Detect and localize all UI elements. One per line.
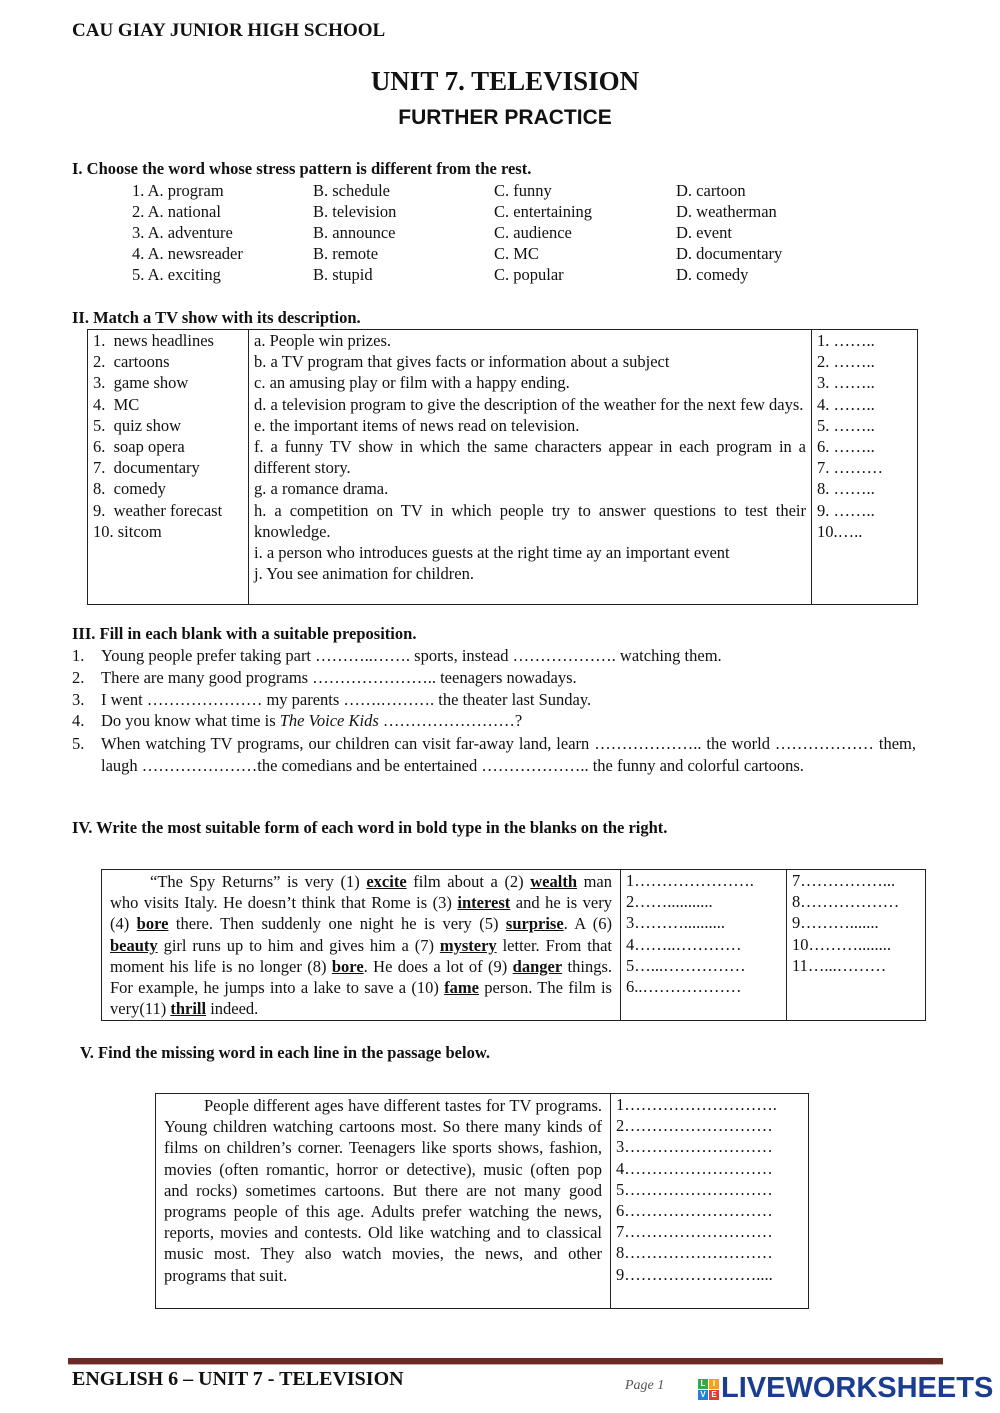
answer-blank: 1………………………. — [616, 1095, 777, 1114]
tv-show: 7. documentary — [93, 458, 200, 478]
answer-blank: 7……………………… — [616, 1222, 773, 1242]
item-title: The Voice Kids — [279, 711, 379, 730]
passage-text: and he is very (4) — [110, 893, 612, 934]
matching-table — [87, 329, 918, 605]
description: a. People win prizes. — [254, 331, 392, 350]
item-text — [101, 733, 916, 776]
item-text-start: Young people prefer taking part ………..……. sports, instead ………………. watching them. — [101, 646, 722, 665]
option: 3. A. adventure — [132, 223, 233, 242]
descriptions-column — [249, 330, 812, 605]
option: 2. A. national — [132, 202, 221, 221]
option: C. MC — [494, 244, 539, 263]
tv-show: 10. sitcom — [93, 521, 162, 541]
tv-show: 2. cartoons — [93, 352, 170, 372]
passage-text: person. The film is very(11) — [110, 978, 612, 1019]
footer-rule — [68, 1358, 943, 1365]
description: d. a television program to give the description of the weather for the next few days. — [254, 394, 804, 414]
answer-blank: 9…………………….... — [616, 1264, 773, 1284]
tv-show: 8. comedy — [93, 479, 166, 499]
answer-blank: 11…...……… — [792, 955, 887, 975]
passage-text: things. For example, he jumps into a lake to save a (10) — [110, 956, 613, 998]
bold-word: beauty — [110, 935, 158, 955]
item-text — [101, 645, 916, 667]
answers-column — [611, 1094, 809, 1309]
answer-blank: 4……..………… — [626, 934, 742, 954]
logo-icon: L I V E — [698, 1379, 719, 1400]
word-form-table — [101, 869, 926, 1021]
answer-blank: 2……........... — [626, 892, 713, 912]
bold-word: excite — [366, 872, 407, 891]
item-text — [101, 710, 916, 732]
option: D. cartoon — [676, 181, 746, 200]
description: e. the important items of news read on television. — [254, 415, 580, 435]
question-row — [0, 264, 1000, 285]
answer-blank: 10.….. — [817, 521, 863, 541]
answer-blank: 4. …….. — [817, 394, 875, 414]
tv-show: 5. quiz show — [93, 415, 181, 435]
option: D. documentary — [676, 244, 783, 263]
passage-text: . He does a lot of (9) — [363, 956, 513, 976]
item-text — [101, 689, 916, 711]
item-text — [101, 667, 916, 689]
description: j. You see animation for children. — [254, 564, 474, 584]
description: f. a funny TV show in which the same characters appear in each program in a different story. — [254, 437, 806, 478]
option: B. announce — [313, 223, 396, 242]
subtitle: FURTHER PRACTICE — [398, 106, 612, 129]
description: c. an amusing play or film with a happy ending. — [254, 373, 570, 393]
answer-blank: 2. …….. — [817, 352, 875, 372]
item-number: 5. — [72, 734, 85, 753]
question-row — [0, 201, 1000, 222]
answer-blank: 8……………… — [792, 892, 900, 912]
liveworksheets-logo — [698, 1372, 993, 1405]
answer-blank: 8……………………… — [616, 1243, 773, 1263]
section-5-heading: V. Find the missing word in each line in the passage below. — [80, 1043, 490, 1062]
option: C. popular — [494, 265, 564, 284]
option: C. funny — [494, 181, 552, 200]
item-text-start: I went ………………… my parents …….………. the theater last Sunday. — [101, 690, 592, 709]
missing-word-table — [155, 1093, 809, 1309]
answer-blank: 3. …….. — [817, 373, 875, 393]
option: C. entertaining — [494, 202, 593, 221]
tv-show: 9. weather forecast — [93, 500, 223, 520]
school-name: CAU GIAY JUNIOR HIGH SCHOOL — [72, 20, 386, 41]
item-text-start: There are many good programs ………………….. teenagers nowadays. — [101, 668, 577, 687]
passage-text: man who visits Italy. He doesn’t think that Rome is (3) — [110, 872, 613, 913]
answer-blank: 3……….......... — [626, 913, 725, 933]
bold-word: bore — [331, 956, 364, 976]
bold-word: surprise — [505, 914, 564, 934]
answer-blank: 6. …….. — [817, 437, 875, 457]
unit-title: UNIT 7. TELEVISION — [370, 66, 640, 96]
missing-word-passage: People different ages have different tastes for TV programs. Young children watching cartoons most. So there many kinds of films on children’s corner. Teenagers like sports shows, fashion, movies (often romantic, horror or detective), music (often pop and rocks) sometimes cartoons. But there are not many good programs people of this age. Adults prefer watching the news, reports, movies and contests. Old like watching and to classical music most. They also watch movies, the news, and other programs that suit. — [156, 1094, 611, 1309]
answer-blank: 6……………………… — [616, 1201, 773, 1221]
bold-word: bore — [136, 914, 169, 934]
passage-text: indeed. — [206, 999, 259, 1019]
section-1-heading: I. Choose the word whose stress pattern is different from the rest. — [72, 159, 532, 178]
passage-text: film about a (2) — [406, 872, 531, 891]
answer-blank: 5…...…………… — [626, 955, 746, 975]
answer-blank: 1…………………. — [626, 871, 754, 890]
footer-text: ENGLISH 6 – UNIT 7 - TELEVISION — [72, 1368, 404, 1390]
section-2-heading: II. Match a TV show with its description. — [72, 308, 361, 327]
item-number: 2. — [72, 668, 85, 687]
tv-show: 1. news headlines — [93, 331, 214, 350]
answer-blank: 1. …….. — [817, 331, 875, 350]
description: b. a TV program that gives facts or information about a subject — [254, 352, 670, 372]
question-row — [0, 243, 1000, 264]
answer-blank: 3……………………… — [616, 1137, 773, 1157]
passage-text: “The Spy Returns” is very (1) — [150, 872, 367, 891]
bold-word: interest — [457, 893, 511, 913]
logo-text: LIVEWORKSHEETS — [721, 1372, 994, 1404]
answer-blank: 8. …….. — [817, 479, 875, 499]
option: 5. A. exciting — [132, 265, 221, 284]
description: h. a competition on TV in which people try to answer questions to test their knowledge. — [254, 500, 806, 541]
description: i. a person who introduces guests at the right time ay an important event — [254, 543, 730, 563]
item-number: 3. — [72, 690, 85, 709]
question-row — [0, 180, 1000, 201]
section-3-heading: III. Fill in each blank with a suitable preposition. — [72, 624, 417, 643]
item-text-end: ……………………? — [378, 711, 523, 730]
option: C. audience — [494, 223, 572, 242]
answer-blank: 7. ……… — [817, 458, 883, 478]
answer-blank: 6..……………… — [626, 977, 742, 997]
answer-blank: 4……………………… — [616, 1158, 773, 1178]
answer-blank: 2……………………… — [616, 1116, 773, 1136]
passage-text: . A (6) — [563, 914, 612, 934]
answer-blank: 10………........ — [792, 934, 891, 954]
answer-blank: 9………....... — [792, 913, 879, 933]
tv-show: 3. game show — [93, 373, 189, 393]
option: D. event — [676, 223, 732, 242]
passage-text: letter. From that moment his life is no longer (8) — [110, 935, 612, 976]
passage-text: girl runs up to him and gives him a (7) — [157, 935, 440, 955]
tv-show: 6. soap opera — [93, 437, 185, 457]
option: 4. A. newsreader — [132, 244, 243, 263]
option: 1. A. program — [132, 181, 224, 200]
option: B. schedule — [313, 181, 390, 200]
bold-word: danger — [512, 956, 563, 976]
answer-blank: 7……………... — [792, 871, 896, 890]
answer-blank: 5……………………… — [616, 1179, 773, 1199]
tv-shows-column — [88, 330, 249, 605]
option: B. television — [313, 202, 397, 221]
tv-show: 4. MC — [93, 394, 140, 414]
passage-text: there. Then suddenly one night he is very (5) — [168, 914, 506, 934]
option: D. weatherman — [676, 202, 777, 221]
word-form-passage — [102, 870, 621, 1021]
answer-blank: 5. …….. — [817, 415, 875, 435]
bold-word: thrill — [170, 999, 207, 1019]
answers-column-b — [787, 870, 926, 1021]
item-number: 4. — [72, 711, 85, 730]
item-text-start: Do you know what time is — [101, 711, 280, 730]
bold-word: fame — [444, 978, 479, 998]
bold-word: mystery — [439, 935, 497, 955]
description: g. a romance drama. — [254, 479, 389, 499]
answer-blank: 9. …….. — [817, 500, 875, 520]
item-number: 1. — [72, 646, 85, 665]
page-number: Page 1 — [625, 1378, 665, 1393]
option: B. remote — [313, 244, 379, 263]
answers-column-a — [621, 870, 787, 1021]
question-row — [0, 222, 1000, 243]
section-4-heading: IV. Write the most suitable form of each word in bold type in the blanks on the right. — [72, 818, 668, 837]
item-text-start: When watching TV programs, our children can visit far-away land, learn ……………….. the world ……………… them, laugh …………………the comedians and be entertained ……………….. the funny and colorful cartoons. — [101, 734, 916, 775]
answers-column — [812, 330, 918, 605]
option: B. stupid — [313, 265, 373, 284]
bold-word: wealth — [530, 872, 578, 891]
option: D. comedy — [676, 265, 749, 284]
